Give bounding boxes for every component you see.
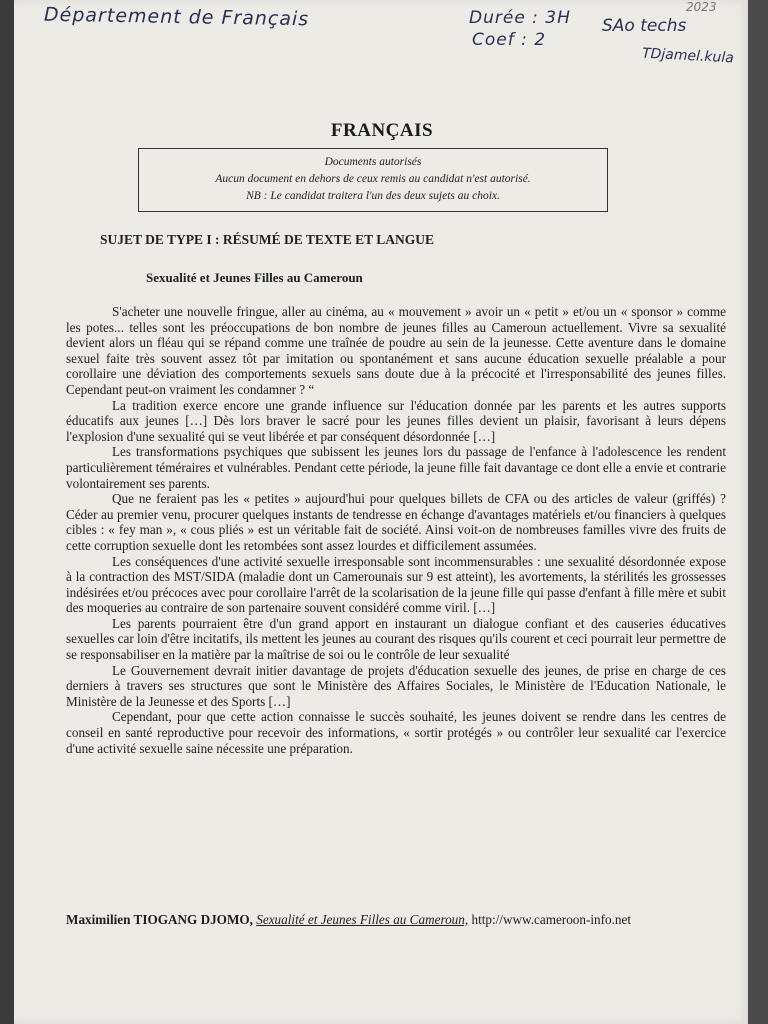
year-fragment: 2023	[686, 0, 717, 14]
source-work: Sexualité et Jeunes Filles au Cameroun,	[256, 912, 469, 927]
handwritten-note: SAo techs	[602, 16, 687, 36]
paragraph: Les conséquences d'une activité sexuelle irresponsable sont incommensurables : une sexualité désordonnée expose à la contraction des MST/SIDA (maladie dont un Camerounais sur 9 est atteint), les avortements, la stérilités les grossesses indésirées et/ou précoces avec pour corollaire l'arrêt de la scolarisation de la jeune fille qui passe d'enfant à fille mère et subit des moqueries au contraire de son partenaire souvent considéré comme viril. […]	[66, 553, 726, 616]
duration-label: Durée : 3H	[469, 8, 571, 28]
source-author: Maximilien TIOGANG DJOMO,	[66, 912, 253, 927]
paragraph: Les parents pourraient être d'un grand apport en instaurant un dialogue confiant et des causeries éducatives sexuelles car loin d'être incitatifs, ils mettent les jeunes au courant des risques qu'ils courent et ceci pourrait leur permettre de se responsabiliser en la matière par la maîtrise de soi ou le contrôle de leur sexualité	[66, 615, 726, 663]
text-title: Sexualité et Jeunes Filles au Cameroun	[146, 270, 363, 285]
paragraph: Que ne feraient pas les « petites » aujourd'hui pour quelques billets de CFA ou des articles de valeur (griffés) ? Céder au premier venu, procurer quelques instants de tendresse en échange d'avantages matériels et/ou financiers à quelques cibles : « fey man », « cous pliés » est un véritable fait de société. Ainsi voit-on de nombreuses familles vivre des fruits de cette corruption sexuelle dont les retombées sont assez lourdes et difficilement assumées.	[66, 491, 726, 553]
department-label: Département de Français	[43, 3, 310, 31]
source-url: http://www.cameroon-info.net	[471, 912, 632, 927]
paragraph: Les transformations psychiques que subissent les jeunes lors du passage de l'enfance à l'adolescence les rendent particulièrement téméraires et vulnérables. Pendant cette période, la jeune fille fait davantage ce dont elle a envie et contrarie volontairement ses parents.	[66, 444, 726, 491]
instructions-line: NB : Le candidat traitera l'un des deux sujets au choix.	[246, 190, 500, 202]
paragraph: Le Gouvernement devrait initier davantage de projets d'éducation sexuelle des jeunes, de prise en charge de ces derniers à travers ses structures que sont le Ministère des Affaires Sociales, le Ministère de l'Education Nationale, le Ministère de la Jeunesse et des Sports […]	[66, 662, 726, 709]
paragraph: La tradition exerce encore une grande influence sur l'éducation donnée par les parents et les autres supports éducatifs aux jeunes […] Dès lors braver le sacré pour les jeunes filles devient un plaisir, favorisant à leurs dépens l'explosion d'une sexualité qui se veut libérée et par conséquent désordonnée […]	[66, 397, 726, 444]
instructions-line: Aucun document en dehors de ceux remis au candidat n'est autorisé.	[215, 173, 531, 185]
handwritten-signature: TDjamel.kula	[641, 45, 735, 67]
page-edge	[748, 0, 768, 1024]
instructions-line: Documents autorisés	[324, 156, 422, 168]
text-body	[66, 300, 726, 756]
paragraph: Cependant, pour que cette action connaisse le succès souhaité, les jeunes doivent se rendre dans les centres de conseil en santé reproductive pour recevoir des informations, « sortir protégés » ou contrôler leur sexualité car l'exercice d'une activité sexuelle saine nécessite une préparation.	[66, 709, 726, 756]
exam-sheet	[14, 0, 750, 1024]
subject-heading: SUJET DE TYPE I : RÉSUMÉ DE TEXTE ET LANGUE	[100, 232, 434, 247]
page-title: FRANÇAIS	[330, 120, 434, 141]
paragraph: S'acheter une nouvelle fringue, aller au cinéma, au « mouvement » avoir un « petit » et/ou un « sponsor » comme les potes... telles sont les préoccupations de bon nombre de jeunes filles au Cameroun actuellement. Vivre sa sexualité devient alors un fléau qui se répand comme une traînée de poudre au sein de la jeunesse. Cette aventure dans le domaine sexuel faite très souvent assez tôt par imitation ou spontanément et sans aucune éducation sexuelle préalable a pour corollaire une déviation des comportements sexuels sans doute due à la précocité et l'irresponsabilité des jeunes filles. Cependant peut-on vraiment les condamner ? “	[66, 304, 726, 397]
coefficient-label: Coef : 2	[472, 30, 547, 50]
source-citation	[66, 912, 726, 928]
instructions-box	[138, 148, 608, 212]
